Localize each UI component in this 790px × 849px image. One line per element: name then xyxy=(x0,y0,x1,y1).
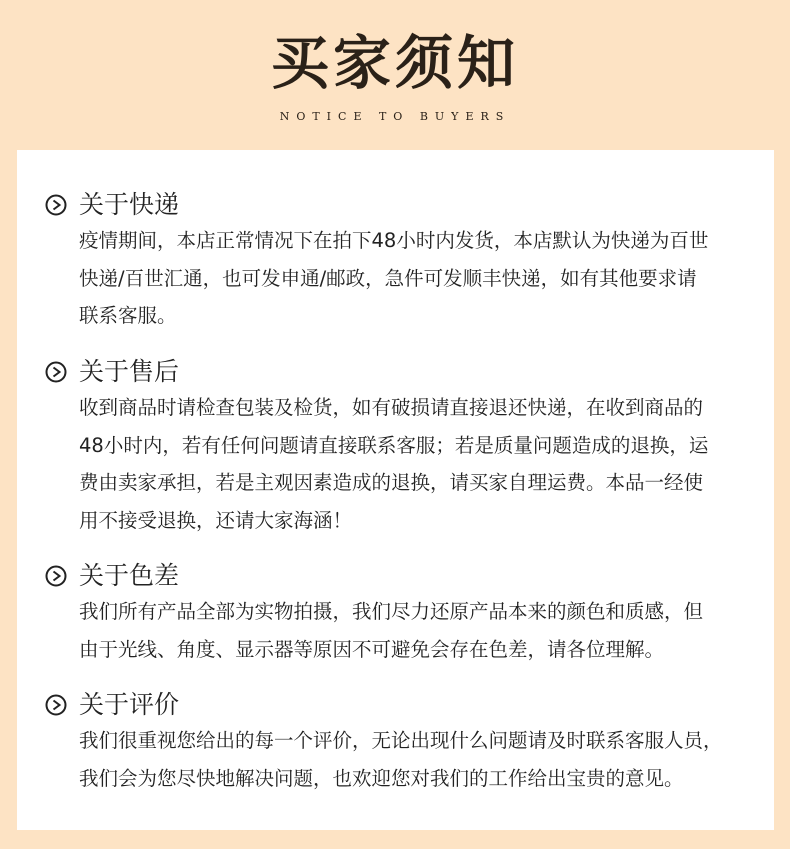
section-header xyxy=(17,355,774,389)
section-reviews xyxy=(17,688,774,797)
body-line: 疫情期间，本店正常情况下在拍下48小时内发货，本店默认为快递为百世 xyxy=(79,229,709,252)
notice-card xyxy=(17,150,774,830)
section-title: 关于色差 xyxy=(79,561,180,590)
body-line: 快递/百世汇通，也可发申通/邮政，急件可发顺丰快递，如有其他要求请 xyxy=(79,266,697,290)
section-shipping xyxy=(17,188,774,335)
section-color-difference xyxy=(17,559,774,668)
page-title: 买家须知 xyxy=(270,29,519,97)
body-line: 用不接受退换，还请大家海涵！ xyxy=(79,508,353,532)
body-line: 由于光线、角度、显示器等原因不可避免会存在色差，请各位理解。 xyxy=(79,637,665,661)
section-header xyxy=(17,559,774,593)
body-line: 联系客服。 xyxy=(79,304,177,327)
section-header xyxy=(17,188,774,222)
play-circle-icon xyxy=(45,361,67,383)
body-line: 48小时内，若有任何问题请直接联系客服；若是质量问题造成的退换，运 xyxy=(79,433,709,457)
section-body xyxy=(79,593,759,668)
body-line: 收到商品时请检查包装及检货，如有破损请直接退还快递，在收到商品的 xyxy=(79,396,704,419)
section-after-sales xyxy=(17,355,774,539)
page-header xyxy=(0,0,790,150)
section-title: 关于评价 xyxy=(79,690,180,719)
body-line: 我们很重视您给出的每一个评价，无论出现什么问题请及时联系客服人员， xyxy=(79,729,723,752)
body-line: 我们所有产品全部为实物拍摄，我们尽力还原产品本来的颜色和质感，但 xyxy=(79,600,704,623)
play-circle-icon xyxy=(45,194,67,216)
section-body xyxy=(79,222,759,335)
play-circle-icon xyxy=(45,694,67,716)
section-body xyxy=(79,389,759,539)
body-line: 费由卖家承担，若是主观因素造成的退换，请买家自理运费。本品一经使 xyxy=(79,471,704,494)
page-subtitle: NOTICE TO BUYERS xyxy=(279,110,511,123)
section-body xyxy=(79,722,759,797)
section-header xyxy=(17,688,774,722)
section-title: 关于售后 xyxy=(79,357,180,386)
body-line: 我们会为您尽快地解决问题，也欢迎您对我们的工作给出宝贵的意见。 xyxy=(79,766,684,790)
section-title: 关于快递 xyxy=(79,190,180,219)
play-circle-icon xyxy=(45,565,67,587)
